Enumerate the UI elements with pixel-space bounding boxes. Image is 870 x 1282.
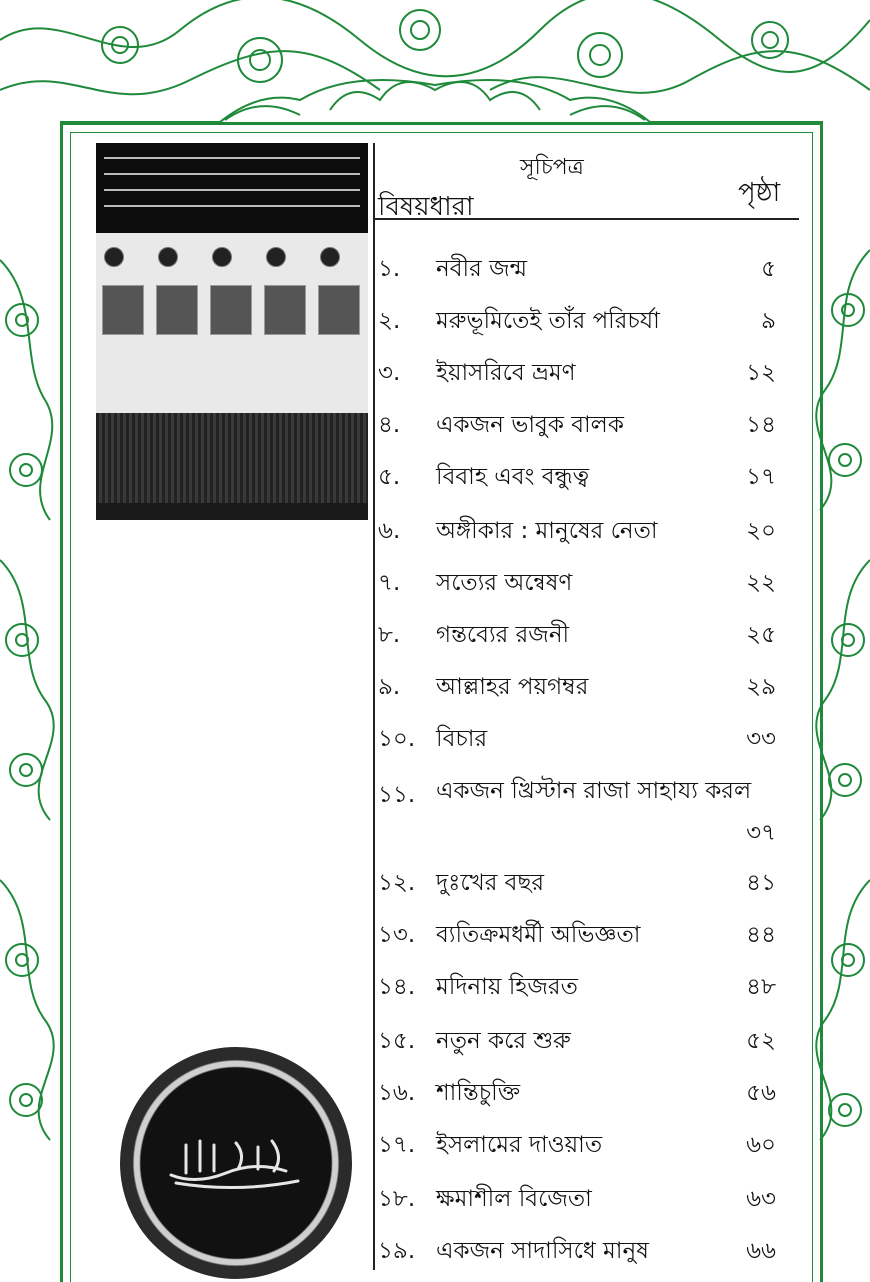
toc-entry-number: ১৪. [378, 974, 416, 1000]
photo-wall-band [96, 233, 368, 413]
toc-entry-page: ৫২ [746, 1028, 776, 1054]
toc-entry-page: ২০ [746, 518, 776, 544]
toc-entry-title: বিচার [436, 726, 488, 752]
toc-entry-page: ৫৬ [746, 1080, 776, 1106]
toc-entry-title: নবীর জন্ম [436, 256, 528, 282]
toc-entry-title: সত্যের অন্বেষণ [436, 570, 573, 596]
toc-entry-title: শান্তিচুক্তি [436, 1080, 521, 1106]
toc-entry-number: ৯. [378, 674, 401, 700]
toc-entry-number: ১২. [378, 870, 416, 896]
toc-entry-page: ৬৬ [746, 1238, 776, 1264]
toc-entry-title: আল্লাহর পয়গম্বর [436, 674, 589, 700]
toc-entry-page: ৬০ [746, 1132, 776, 1158]
toc-entry-number: ২. [378, 308, 401, 334]
toc-entry-number: ১১. [378, 782, 416, 808]
toc-entry-title: অঙ্গীকার : মানুষের নেতা [436, 518, 658, 544]
toc-entry-number: ৮. [378, 622, 401, 648]
toc-entry-number: ৫. [378, 464, 401, 490]
photo-kiswa-band [96, 143, 368, 233]
toc-entry-page: ১২ [746, 360, 776, 386]
toc-entry-number: ১৫. [378, 1028, 416, 1054]
toc-entry-number: ১৭. [378, 1132, 416, 1158]
toc-entry-title: মদিনায় হিজরত [436, 974, 578, 1000]
column-divider [373, 143, 375, 1270]
column-header-topics: বিষয়ধারা [378, 192, 474, 222]
toc-entry-page: ৪৪ [746, 922, 776, 948]
toc-entry-page: ১৭ [746, 464, 776, 490]
toc-entry-number: ১৩. [378, 922, 416, 948]
toc-entry-page: ২৯ [746, 674, 776, 700]
toc-entry-title: গন্তব্যের রজনী [436, 622, 570, 648]
toc-entry-number: ১০. [378, 726, 416, 752]
toc-entry-number: ১৮. [378, 1186, 416, 1212]
toc-entry-title: ব্যতিক্রমধর্মী অভিজ্ঞতা [436, 922, 641, 948]
photo-base [96, 503, 368, 520]
toc-entry-title: ক্ষমাশীল বিজেতা [436, 1186, 592, 1212]
toc-entry-number: ৭. [378, 570, 401, 596]
toc-entry-page: ১৪ [746, 412, 776, 438]
toc-entry-page: ২২ [746, 570, 776, 596]
toc-entry-title: দুঃখের বছর [436, 870, 545, 896]
toc-entry-number: ৬. [378, 518, 401, 544]
toc-entry-page: ৪৮ [746, 974, 776, 1000]
toc-entry-page: ৩৭ [746, 820, 776, 846]
toc-entry-title: নতুন করে শুরু [436, 1028, 571, 1054]
toc-entry-number: ১. [378, 256, 401, 282]
toc-entry-number: ১৯. [378, 1238, 416, 1264]
toc-entry-number: ৪. [378, 412, 401, 438]
column-header-page: পৃষ্ঠা [738, 178, 781, 208]
page-title: সূচিপত্র [520, 155, 584, 180]
toc-entry-title: মরুভূমিতেই তাঁর পরিচর্যা [436, 308, 660, 334]
toc-entry-page: ২৫ [746, 622, 776, 648]
toc-entry-page: ৫ [761, 256, 776, 282]
toc-entry-number: ৩. [378, 360, 401, 386]
toc-entry-page: ৬৩ [746, 1186, 776, 1212]
toc-entry-title: বিবাহ এবং বন্ধুত্ব [436, 464, 590, 490]
toc-entry-page: ৩৩ [746, 726, 776, 752]
toc-entry-title: ইসলামের দাওয়াত [436, 1132, 603, 1158]
toc-entry-page: ৪১ [746, 870, 776, 896]
toc-entry-title: ইয়াসরিবে ভ্রমণ [436, 360, 576, 386]
toc-entry-title: একজন সাদাসিধে মানুষ [436, 1238, 649, 1264]
toc-entry-title: একজন খ্রিস্টান রাজা সাহায্য করল [436, 778, 752, 804]
calligraphy-seal-icon [120, 1047, 352, 1279]
kaaba-photo [96, 143, 368, 520]
toc-entry-page: ৯ [761, 308, 776, 334]
toc-entry-title: একজন ভাবুক বালক [436, 412, 624, 438]
toc-entry-number: ১৬. [378, 1080, 416, 1106]
